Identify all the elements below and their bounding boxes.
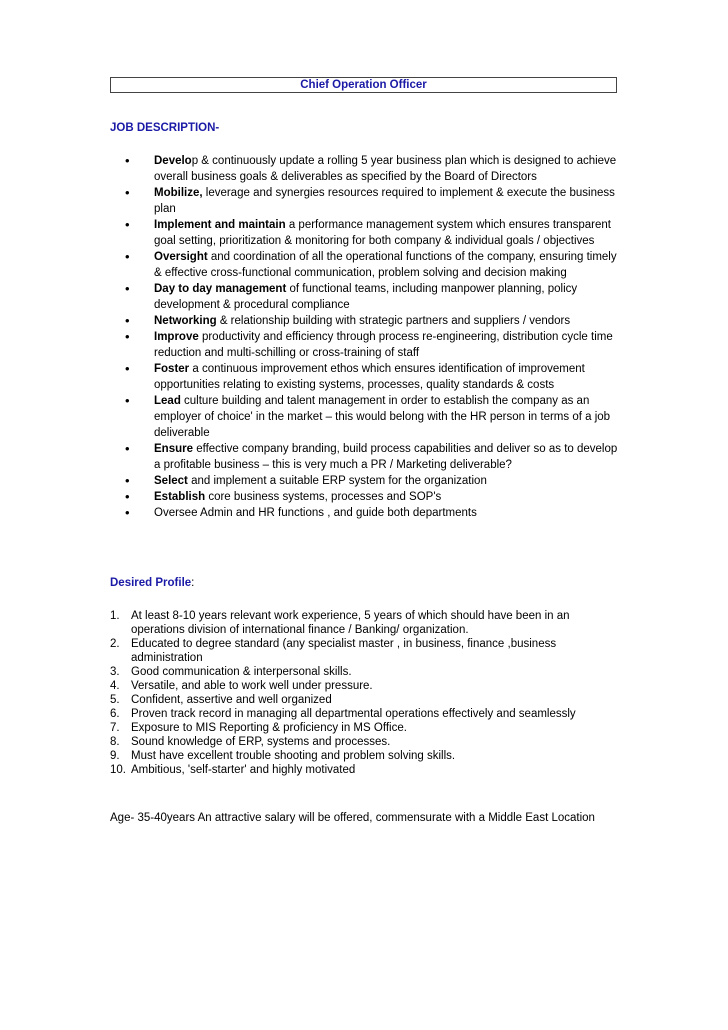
duty-text: leverage and synergies resources required to implement & execute the business plan [154, 187, 615, 215]
profile-item-number: 8. [110, 736, 120, 748]
bullet-icon: • [125, 505, 130, 520]
duty-keyword: Ensure [154, 443, 193, 455]
bullet-icon: • [125, 473, 130, 488]
duty-keyword: Improve [154, 331, 199, 343]
profile-item [110, 609, 600, 637]
duty-text: and implement a suitable ERP system for the organization [187, 475, 487, 487]
age-salary-note: Age- 35-40years An attractive salary will be offered, commensurate with a Middle East Location [110, 812, 595, 824]
profile-item-text: Exposure to MIS Reporting & proficiency in MS Office. [131, 722, 407, 734]
bullet-icon: • [125, 281, 130, 296]
duty-keyword: Implement and maintain [154, 219, 286, 231]
profile-item-text: At least 8-10 years relevant work experience, 5 years of which should have been in an operations division of international finance / Banking/ organization. [131, 610, 570, 636]
bullet-icon: • [125, 185, 130, 200]
profile-item-text: Ambitious, 'self-starter' and highly motivated [131, 764, 356, 776]
duty-keyword: Establish [154, 491, 206, 503]
duty-keyword: Foster [154, 363, 190, 375]
duty-text: Oversee Admin and HR functions , and guide both departments [154, 507, 477, 519]
profile-item [110, 721, 600, 735]
desired-profile-list [110, 609, 600, 777]
profile-item [110, 679, 600, 693]
bullet-icon: • [125, 313, 130, 328]
profile-item-text: Proven track record in managing all departmental operations effectively and seamlessly [131, 708, 576, 720]
duty-item [125, 361, 624, 393]
duty-item [125, 281, 624, 313]
job-description-heading: JOB DESCRIPTION- [110, 122, 220, 134]
duty-item [125, 249, 624, 281]
bullet-icon: • [125, 441, 130, 456]
profile-item-number: 9. [110, 750, 120, 762]
profile-item-number: 1. [110, 610, 120, 622]
duty-item [125, 473, 624, 489]
duty-item [125, 489, 624, 505]
bullet-icon: • [125, 153, 130, 168]
profile-item-text: Must have excellent trouble shooting and problem solving skills. [131, 750, 456, 762]
bullet-icon: • [125, 217, 130, 232]
profile-item-text: Sound knowledge of ERP, systems and processes. [131, 736, 391, 748]
duty-item [125, 185, 624, 217]
profile-item-number: 4. [110, 680, 120, 692]
duty-keyword: Day to day management [154, 283, 287, 295]
profile-item-number: 2. [110, 638, 120, 650]
bullet-icon: • [125, 361, 130, 376]
bullet-icon: • [125, 249, 130, 264]
profile-item-text: Educated to degree standard (any specialist master , in business, finance ,business administration [131, 638, 557, 664]
duty-item [125, 393, 624, 441]
profile-item [110, 637, 600, 665]
bullet-icon: • [125, 489, 130, 504]
duty-text: a continuous improvement ethos which ensures identification of improvement opportunities relating to existing systems, processes, quality standards & costs [154, 363, 585, 391]
duty-text: productivity and efficiency through process re-engineering, distribution cycle time reduction and multi-schilling or cross-training of staff [154, 331, 613, 359]
duty-item [125, 505, 624, 521]
desired-profile-heading [110, 577, 194, 589]
duty-keyword: Select [154, 475, 188, 487]
duty-item [125, 217, 624, 249]
duty-text: core business systems, processes and SOP's [205, 491, 442, 503]
document-title: Chief Operation Officer [110, 77, 617, 93]
duty-keyword: Networking [154, 315, 217, 327]
duty-text: a performance management system which ensures transparent goal setting, prioritization & monitoring for both company & individual goals / objectives [154, 219, 611, 247]
profile-item [110, 763, 600, 777]
duty-keyword: Develo [154, 155, 192, 167]
duty-item [125, 313, 624, 329]
profile-item [110, 735, 600, 749]
duty-text: and coordination of all the operational functions of the company, ensuring timely & effective cross-functional communication, problem solving and decision making [154, 251, 617, 279]
profile-item [110, 693, 600, 707]
duty-text: of functional teams, including manpower planning, policy development & procedural compliance [154, 283, 578, 311]
profile-item [110, 749, 600, 763]
duty-text: culture building and talent management in order to establish the company as an employer of choice' in the market – this would belong with the HR person in terms of a job deliverable [154, 395, 611, 439]
profile-item [110, 707, 600, 721]
profile-item-number: 5. [110, 694, 120, 706]
profile-item-text: Good communication & interpersonal skills. [131, 666, 352, 678]
duty-keyword: Lead [154, 395, 181, 407]
desired-profile-label: Desired Profile [110, 577, 192, 589]
duties-list [125, 153, 624, 521]
duty-item [125, 153, 624, 185]
profile-item-number: 3. [110, 666, 120, 678]
duty-keyword: Mobilize, [154, 187, 203, 199]
duty-item [125, 329, 624, 361]
profile-item-text: Versatile, and able to work well under pressure. [131, 680, 373, 692]
profile-item-number: 6. [110, 708, 120, 720]
profile-item-number: 7. [110, 722, 120, 734]
desired-profile-colon: : [191, 577, 195, 589]
bullet-icon: • [125, 393, 130, 408]
profile-item-text: Confident, assertive and well organized [131, 694, 332, 706]
profile-item-number: 10. [110, 764, 126, 776]
duty-text: effective company branding, build process capabilities and deliver so as to develop a profitable business – this is very much a PR / Marketing deliverable? [154, 443, 618, 471]
duty-text: & relationship building with strategic partners and suppliers / vendors [216, 315, 571, 327]
bullet-icon: • [125, 329, 130, 344]
profile-item [110, 665, 600, 679]
duty-keyword: Oversight [154, 251, 208, 263]
duty-text: p & continuously update a rolling 5 year business plan which is designed to achieve overall business goals & deliverables as specified by the Board of Directors [154, 155, 617, 183]
duty-item [125, 441, 624, 473]
